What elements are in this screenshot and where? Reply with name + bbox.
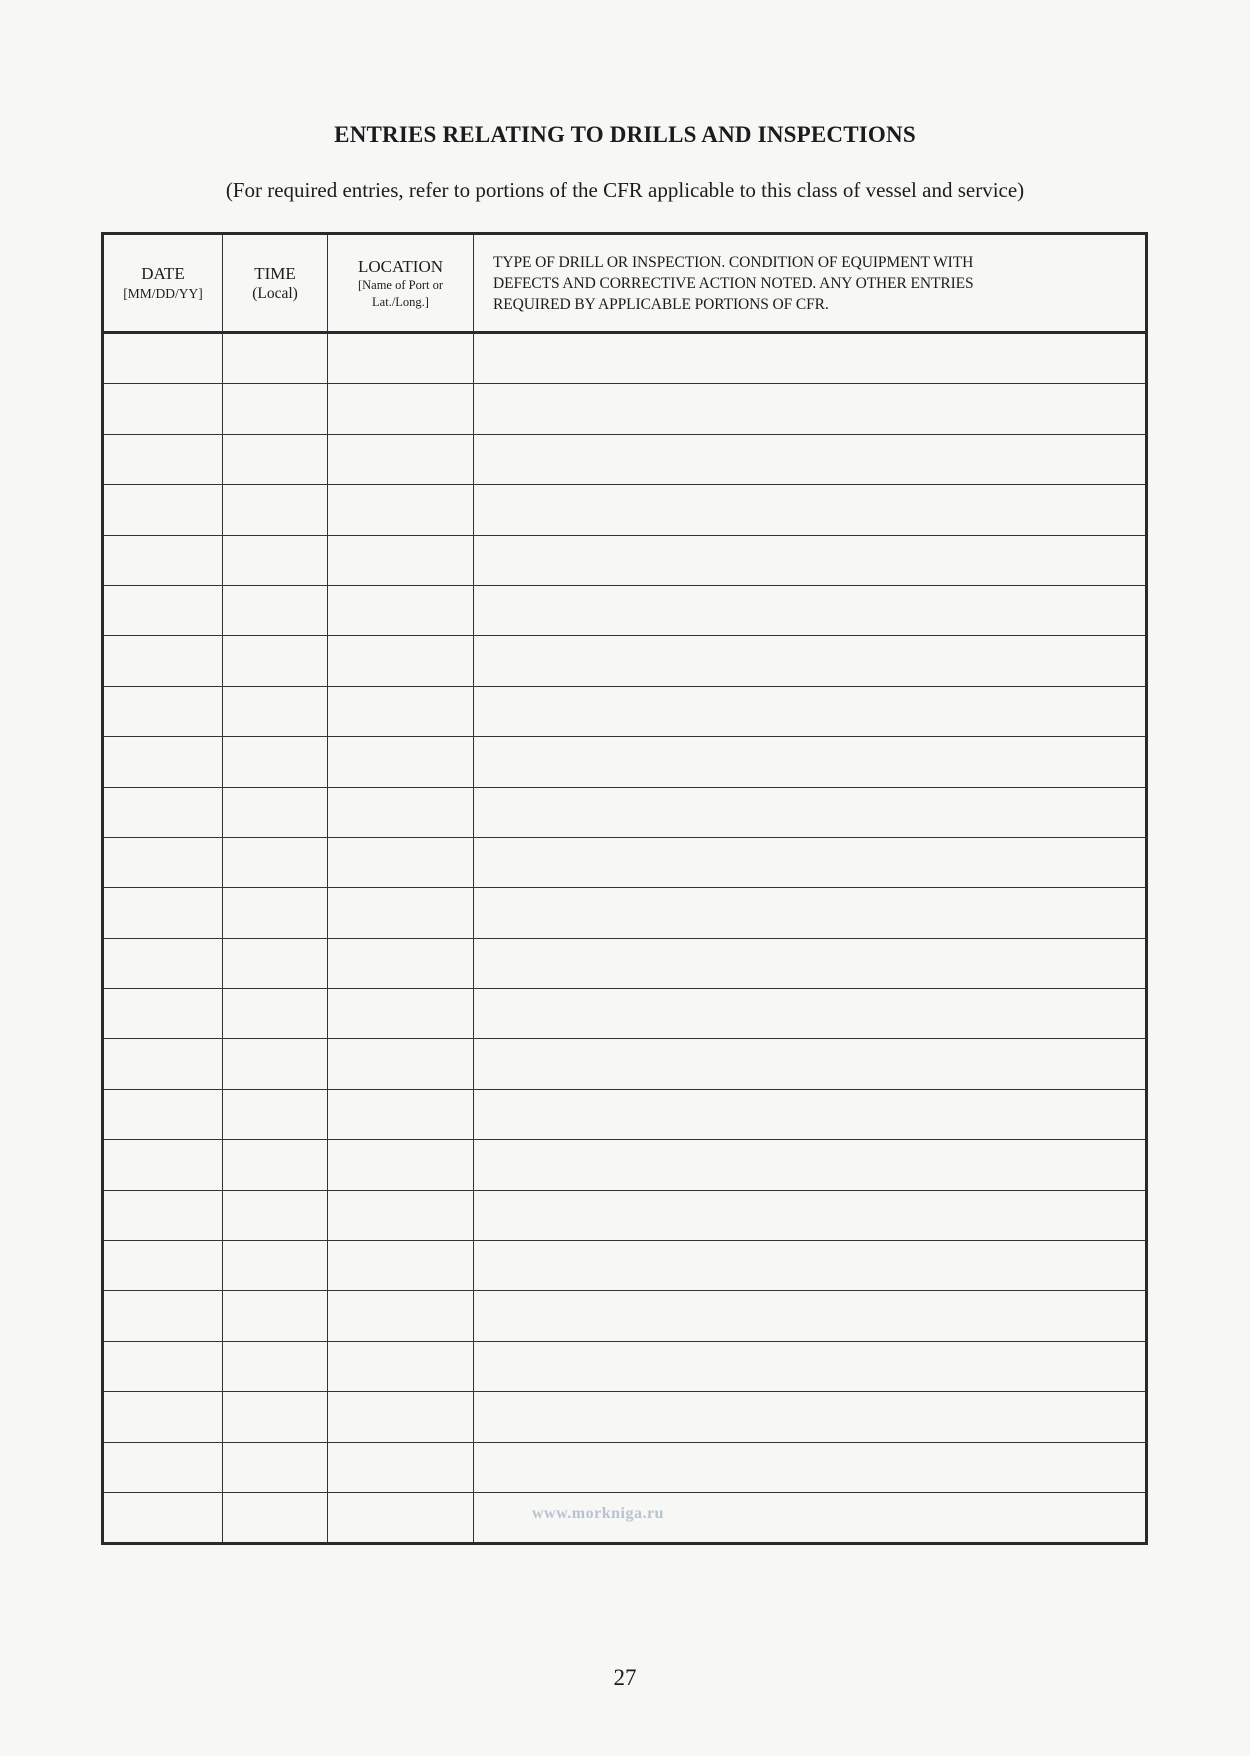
cell-time[interactable] — [223, 1392, 328, 1442]
cell-date[interactable] — [103, 434, 223, 484]
table-row — [103, 1190, 1147, 1240]
cell-time[interactable] — [223, 1492, 328, 1543]
cell-location[interactable] — [328, 636, 474, 686]
cell-location[interactable] — [328, 333, 474, 384]
cell-location[interactable] — [328, 1241, 474, 1291]
cell-time[interactable] — [223, 888, 328, 938]
cell-location[interactable] — [328, 1291, 474, 1341]
cell-type[interactable] — [474, 333, 1147, 384]
cell-type[interactable] — [474, 585, 1147, 635]
cell-type[interactable] — [474, 686, 1147, 736]
cell-time[interactable] — [223, 787, 328, 837]
cell-location[interactable] — [328, 686, 474, 736]
cell-location[interactable] — [328, 989, 474, 1039]
header-location — [328, 234, 474, 333]
header-type-line3: REQUIRED BY APPLICABLE PORTIONS OF CFR. — [493, 295, 829, 313]
table-row — [103, 787, 1147, 837]
table-row — [103, 1241, 1147, 1291]
cell-type[interactable] — [474, 636, 1147, 686]
cell-location[interactable] — [328, 1140, 474, 1190]
table-row — [103, 1089, 1147, 1139]
header-date-label: DATE — [141, 263, 185, 283]
cell-date[interactable] — [103, 888, 223, 938]
table-row — [103, 1291, 1147, 1341]
cell-type[interactable] — [474, 1291, 1147, 1341]
cell-time[interactable] — [223, 1291, 328, 1341]
cell-time[interactable] — [223, 1039, 328, 1089]
table-row — [103, 485, 1147, 535]
header-date-format: [MM/DD/YY] — [123, 285, 203, 301]
table-row — [103, 384, 1147, 434]
table-row — [103, 333, 1147, 384]
cell-type[interactable] — [474, 837, 1147, 887]
table-row — [103, 686, 1147, 736]
cell-location[interactable] — [328, 1492, 474, 1543]
header-time-sub: (Local) — [252, 284, 298, 302]
cell-date[interactable] — [103, 384, 223, 434]
cell-time[interactable] — [223, 333, 328, 384]
cell-time[interactable] — [223, 485, 328, 535]
cell-time[interactable] — [223, 938, 328, 988]
cell-type[interactable] — [474, 1089, 1147, 1139]
header-location-sub2: Lat./Long.] — [372, 294, 429, 309]
cell-time[interactable] — [223, 1140, 328, 1190]
cell-time[interactable] — [223, 1341, 328, 1391]
cell-date[interactable] — [103, 837, 223, 887]
table-row — [103, 1392, 1147, 1442]
cell-location[interactable] — [328, 938, 474, 988]
cell-location[interactable] — [328, 1089, 474, 1139]
cell-time[interactable] — [223, 636, 328, 686]
cell-location[interactable] — [328, 888, 474, 938]
cell-type[interactable] — [474, 1341, 1147, 1391]
cell-time[interactable] — [223, 434, 328, 484]
cell-location[interactable] — [328, 485, 474, 535]
cell-time[interactable] — [223, 686, 328, 736]
cell-date[interactable] — [103, 1089, 223, 1139]
cell-type[interactable] — [474, 1442, 1147, 1492]
cell-date[interactable] — [103, 1140, 223, 1190]
cell-type[interactable] — [474, 989, 1147, 1039]
cell-date[interactable] — [103, 1190, 223, 1240]
table-row — [103, 636, 1147, 686]
cell-type[interactable] — [474, 1241, 1147, 1291]
table-row — [103, 1039, 1147, 1089]
cell-location[interactable] — [328, 1392, 474, 1442]
cell-date[interactable] — [103, 1039, 223, 1089]
cell-location[interactable] — [328, 1442, 474, 1492]
cell-date[interactable] — [103, 938, 223, 988]
cell-location[interactable] — [328, 1039, 474, 1089]
cell-location[interactable] — [328, 384, 474, 434]
cell-date[interactable] — [103, 1492, 223, 1543]
cell-date[interactable] — [103, 686, 223, 736]
cell-type[interactable] — [474, 535, 1147, 585]
cell-type[interactable] — [474, 888, 1147, 938]
table-row — [103, 535, 1147, 585]
header-time — [223, 234, 328, 333]
cell-location[interactable] — [328, 1190, 474, 1240]
cell-location[interactable] — [328, 535, 474, 585]
page-subtitle: (For required entries, refer to portions of the CFR applicable to this class of vessel and service) — [225, 178, 1025, 202]
cell-time[interactable] — [223, 585, 328, 635]
table-row — [103, 737, 1147, 787]
table-row — [103, 1140, 1147, 1190]
cell-date[interactable] — [103, 585, 223, 635]
cell-time[interactable] — [223, 535, 328, 585]
cell-location[interactable] — [328, 585, 474, 635]
cell-type[interactable] — [474, 1140, 1147, 1190]
cell-type[interactable] — [474, 384, 1147, 434]
table-row — [103, 888, 1147, 938]
cell-date[interactable] — [103, 1291, 223, 1341]
cell-location[interactable] — [328, 787, 474, 837]
cell-location[interactable] — [328, 434, 474, 484]
cell-date[interactable] — [103, 636, 223, 686]
header-location-sub1: [Name of Port or — [357, 277, 444, 292]
header-type — [474, 234, 1147, 333]
cell-type[interactable] — [474, 1190, 1147, 1240]
header-date — [103, 234, 223, 333]
table-row — [103, 938, 1147, 988]
cell-time[interactable] — [223, 1442, 328, 1492]
cell-time[interactable] — [223, 1089, 328, 1139]
table-row — [103, 585, 1147, 635]
cell-location[interactable] — [328, 837, 474, 887]
cell-date[interactable] — [103, 1241, 223, 1291]
cell-date[interactable] — [103, 1442, 223, 1492]
cell-time[interactable] — [223, 737, 328, 787]
cell-type[interactable] — [474, 938, 1147, 988]
page-number: 27 — [613, 1665, 637, 1690]
header-type-line2: DEFECTS AND CORRECTIVE ACTION NOTED. ANY OTHER ENTRIES — [493, 274, 974, 292]
cell-date[interactable] — [103, 737, 223, 787]
cell-location[interactable] — [328, 1341, 474, 1391]
cell-type[interactable] — [474, 787, 1147, 837]
header-type-line1: TYPE OF DRILL OR INSPECTION. CONDITION OF EQUIPMENT WITH — [493, 253, 974, 271]
cell-type[interactable] — [474, 485, 1147, 535]
header-time-label: TIME — [254, 263, 296, 283]
cell-time[interactable] — [223, 989, 328, 1039]
cell-type[interactable] — [474, 1392, 1147, 1442]
table-row — [103, 1341, 1147, 1391]
cell-type[interactable] — [474, 1039, 1147, 1089]
table-header-row — [103, 234, 1147, 333]
cell-date[interactable] — [103, 787, 223, 837]
cell-location[interactable] — [328, 737, 474, 787]
cell-date[interactable] — [103, 535, 223, 585]
cell-type[interactable] — [474, 434, 1147, 484]
watermark: www.morkniga.ru — [532, 1505, 664, 1522]
table-body — [103, 333, 1147, 1544]
cell-type[interactable] — [474, 737, 1147, 787]
page-title: ENTRIES RELATING TO DRILLS AND INSPECTIONS — [334, 122, 916, 147]
cell-date[interactable] — [103, 1341, 223, 1391]
cell-date[interactable] — [103, 485, 223, 535]
table-row — [103, 1442, 1147, 1492]
cell-time[interactable] — [223, 1241, 328, 1291]
table-row — [103, 434, 1147, 484]
table-row — [103, 989, 1147, 1039]
cell-time[interactable] — [223, 837, 328, 887]
cell-date[interactable] — [103, 1392, 223, 1442]
drills-inspections-table — [101, 232, 1148, 1545]
cell-time[interactable] — [223, 1190, 328, 1240]
header-location-label: LOCATION — [358, 256, 443, 276]
cell-date[interactable] — [103, 989, 223, 1039]
table-row — [103, 837, 1147, 887]
cell-time[interactable] — [223, 384, 328, 434]
cell-date[interactable] — [103, 333, 223, 384]
